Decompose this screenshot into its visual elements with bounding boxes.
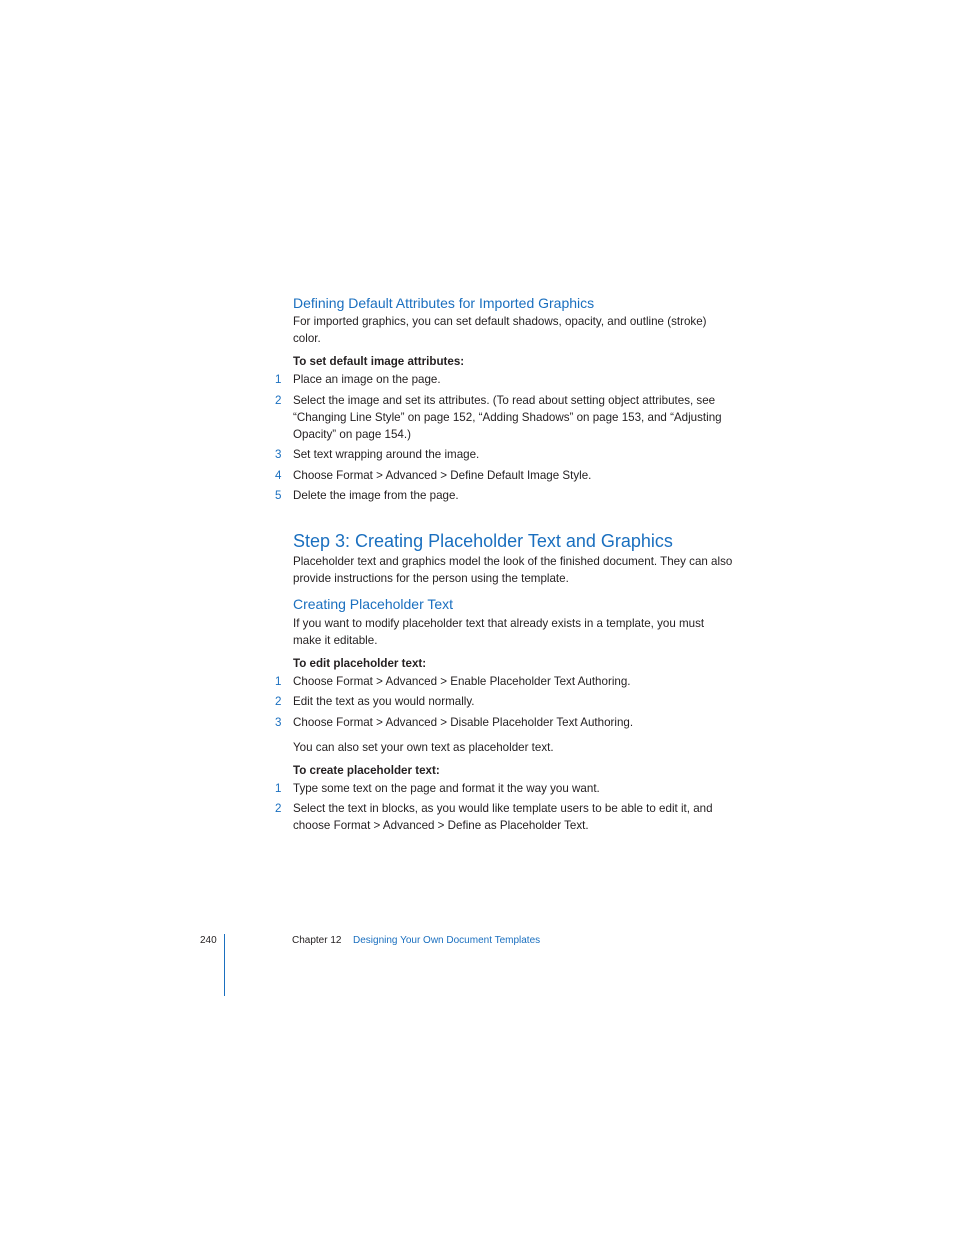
section-intro: Placeholder text and graphics model the look of the finished document. They can also provide instructions for the person using the template. [293,555,733,585]
step-number: 3 [275,448,282,461]
step-number: 2 [275,802,282,815]
step-text: Select the image and set its attributes. (To read about setting object attributes, see “Changing Line Style” on page 152, “Adding Shadows” on page 153, and “Adjusting Opacity” on page 154.) [293,394,722,441]
step-number: 4 [275,469,282,482]
page-number: 240 [200,935,217,946]
page-title: Step 3: Creating Placeholder Text and Graphics [293,531,673,551]
chapter-title: Designing Your Own Document Templates [353,935,541,946]
section-intro: For imported graphics, you can set default shadows, opacity, and outline (stroke) color. [293,315,707,345]
step-text: Choose Format > Advanced > Enable Placeholder Text Authoring. [293,675,631,688]
step-text: Select the text in blocks, as you would like template users to be able to edit it, and choose Format > Advanced > Define as Placeholder Text. [293,802,713,832]
step-number: 1 [275,373,282,386]
step-text: Set text wrapping around the image. [293,448,480,461]
step-number: 5 [275,489,282,502]
procedure-title: To create placeholder text: [293,764,440,777]
section-intro: If you want to modify placeholder text that already exists in a template, you must make it editable. [293,617,705,647]
step-text: Delete the image from the page. [293,489,459,502]
step-number: 2 [275,695,282,708]
step-number: 1 [275,675,282,688]
step-number: 2 [275,394,282,407]
step-text: Choose Format > Advanced > Define Default Image Style. [293,469,592,482]
step-text: Choose Format > Advanced > Disable Placeholder Text Authoring. [293,716,634,729]
step-number: 3 [275,716,282,729]
section-heading-placeholder-text: Creating Placeholder Text [293,596,454,612]
footer-divider [224,934,225,996]
procedure-title: To set default image attributes: [293,355,465,368]
procedure-title: To edit placeholder text: [293,657,427,670]
step-text: Type some text on the page and format it the way you want. [293,782,600,795]
step-text: Edit the text as you would normally. [293,695,475,708]
step-text: Place an image on the page. [293,373,441,386]
note-text: You can also set your own text as placeholder text. [293,741,554,754]
chapter-label: Chapter 12 [292,935,342,946]
section-heading-imported-graphics: Defining Default Attributes for Imported Graphics [293,295,595,311]
step-number: 1 [275,782,282,795]
